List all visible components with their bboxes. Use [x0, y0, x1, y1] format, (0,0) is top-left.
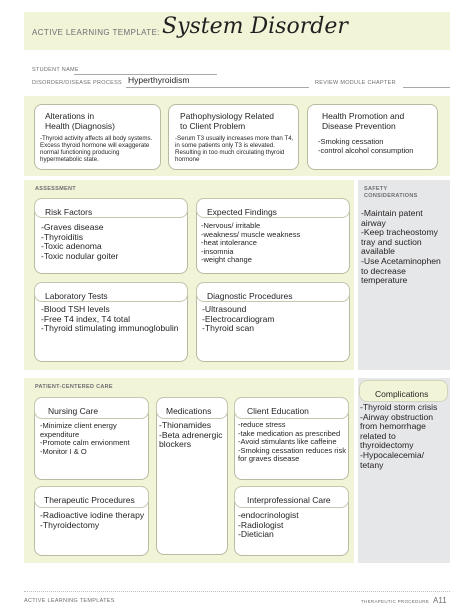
- alterations-box: [34, 104, 161, 170]
- footer-left: ACTIVE LEARNING TEMPLATES: [24, 598, 115, 604]
- footer-divider: [24, 591, 450, 592]
- risk-factors-header: [34, 198, 188, 218]
- medications-card: [156, 397, 228, 555]
- expected-findings-title: Expected Findings: [207, 207, 277, 217]
- assessment-label: ASSESSMENT: [35, 186, 76, 192]
- expected-findings-card: [196, 198, 350, 274]
- medications-title: Medications: [166, 406, 212, 416]
- risk-factors-text: -Graves disease -Thyroiditis -Toxic adenoma -Toxic nodular goiter: [41, 222, 119, 261]
- footer-right: THERAPEUTIC PROCEDURE: [361, 599, 430, 604]
- therapeutic-procedures-text: -Radioactive iodine therapy -Thyroidectomy: [40, 510, 145, 530]
- diagnostic-procedures-title: Diagnostic Procedures: [207, 291, 293, 301]
- interprofessional-care-card: [234, 486, 349, 556]
- disorder-underline: [126, 87, 309, 88]
- therapeutic-procedures-card: [34, 486, 149, 556]
- safety-label: SAFETY CONSIDERATIONS: [364, 186, 418, 199]
- diagnostic-procedures-header: [196, 282, 350, 302]
- interprofessional-care-title: Interprofessional Care: [247, 495, 331, 505]
- laboratory-tests-title: Laboratory Tests: [45, 291, 108, 301]
- nursing-care-text: -Minimize client energy expenditure -Promote calm envionment -Monitor I & O: [40, 421, 130, 456]
- footer-page-number: A11: [433, 596, 447, 605]
- nursing-care-title: Nursing Care: [48, 406, 99, 416]
- patient-care-label: PATIENT-CENTERED CARE: [35, 384, 113, 390]
- health-promotion-box: [307, 104, 438, 170]
- disorder-label: DISORDER/DISEASE PROCESS: [32, 80, 123, 86]
- interprofessional-care-header: [234, 486, 349, 508]
- pathophysiology-title: Pathophysiology Related to Client Problem: [180, 111, 275, 131]
- laboratory-tests-header: [34, 282, 188, 302]
- review-module-label: REVIEW MODULE CHAPTER: [315, 80, 396, 86]
- diagnostic-procedures-text: -Ultrasound -Electrocardiogram -Thyroid scan: [202, 304, 275, 334]
- expected-findings-text: -Nervous/ irritable -weakness/ muscle weakness -heat intolerance -insomnia -weight change: [201, 221, 301, 264]
- complications-header: [359, 380, 448, 402]
- medications-header: [156, 397, 228, 419]
- safety-text: -Maintain patent airway -Keep tracheostomy tray and suction available -Use Acetaminophen to decrease temperature: [361, 208, 441, 286]
- laboratory-tests-text: -Blood TSH levels -Free T4 index, T4 total -Thyroid stimulating immunoglobulin: [41, 304, 179, 334]
- disorder-field[interactable]: Hyperthyroidism: [128, 75, 190, 85]
- laboratory-tests-card: [34, 282, 188, 362]
- pathophysiology-box: [168, 104, 299, 170]
- complications-text: -Thyroid storm crisis -Airway obstruction from hemorrhage related to thyroidectomy -Hypocalecemia/ tetany: [360, 402, 438, 470]
- interprofessional-care-text: -endocrinologist -Radiologist -Dietician: [238, 510, 299, 540]
- expected-findings-header: [196, 198, 350, 218]
- therapeutic-procedures-title: Therapeutic Procedures: [44, 495, 135, 505]
- alterations-text: -Thyroid activity affects all body systems. Excess thyroid hormone will exaggerate normal functioning producing hypermetabolic state.: [40, 135, 153, 163]
- risk-factors-title: Risk Factors: [45, 207, 93, 217]
- diagnostic-procedures-card: [196, 282, 350, 362]
- medications-text: -Thionamides -Beta adrenergic blockers: [159, 420, 223, 450]
- client-education-title: Client Education: [247, 406, 309, 416]
- therapeutic-procedures-header: [34, 486, 149, 508]
- alterations-title: Alterations in Health (Diagnosis): [45, 111, 115, 131]
- health-promotion-text: -Smoking cessation -control alcohol consumption: [318, 137, 414, 155]
- pathophysiology-text: -Serum T3 usually increases more than T4, in some patients only T3 is elevated. Resulting in too much circulating thyroid hormone: [175, 135, 294, 163]
- client-education-header: [234, 397, 349, 419]
- client-education-card: [234, 397, 349, 480]
- complications-title: Complications: [375, 389, 429, 399]
- health-promotion-title: Health Promotion and Disease Prevention: [322, 111, 405, 131]
- review-module-underline: [403, 87, 450, 88]
- nursing-care-card: [34, 397, 149, 480]
- template-prefix: ACTIVE LEARNING TEMPLATE:: [32, 28, 160, 37]
- nursing-care-header: [34, 397, 149, 419]
- student-name-label: STUDENT NAME: [32, 67, 79, 73]
- risk-factors-card: [34, 198, 188, 274]
- client-education-text: -reduce stress -take medication as prescribed -Avoid stimulants like caffeine -Smoking cessation reduces risk for graves disease: [238, 420, 346, 463]
- page-title: System Disorder: [162, 14, 348, 39]
